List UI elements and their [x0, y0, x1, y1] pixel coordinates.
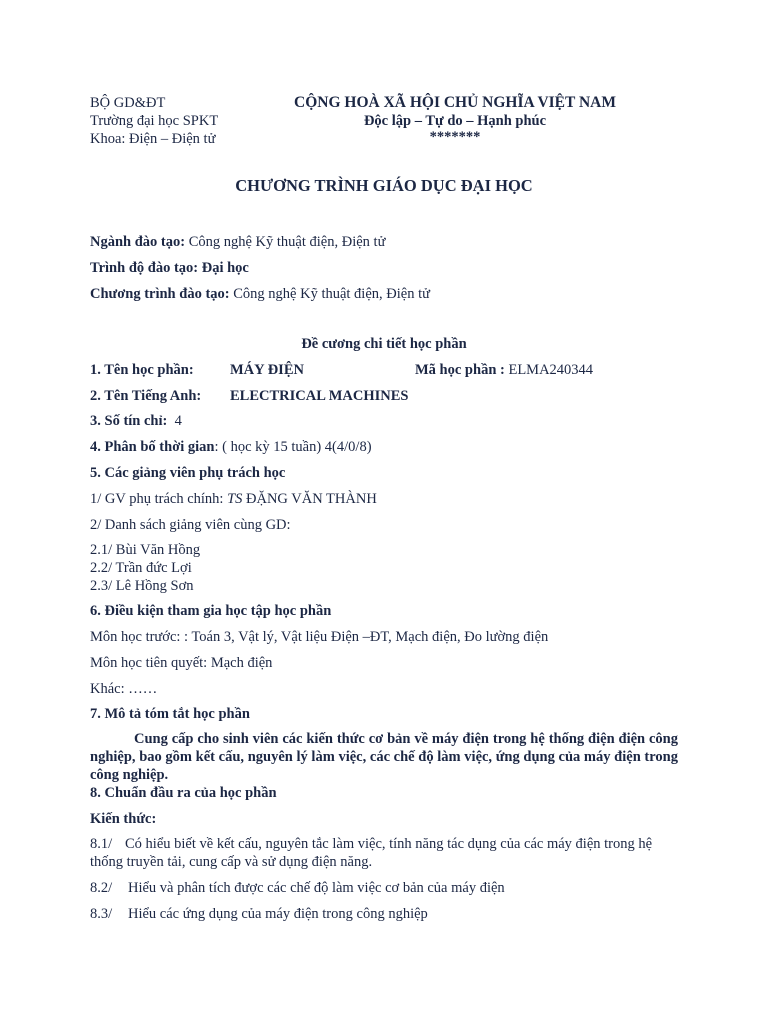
- outcome-number: 8.1/: [90, 836, 113, 852]
- english-name-value: ELECTRICAL MACHINES: [230, 388, 409, 404]
- credits-label: 3. Số tín chỉ:: [90, 413, 168, 429]
- time-allocation-line: [90, 438, 372, 456]
- knowledge-heading: Kiến thức:: [90, 811, 157, 827]
- document-title: CHƯƠNG TRÌNH GIÁO DỤC ĐẠI HỌC: [235, 176, 533, 195]
- main-lecturer-prefix: 1/ GV phụ trách chính:: [90, 491, 228, 507]
- credits-value: 4: [174, 413, 182, 429]
- curriculum-line: [90, 285, 430, 303]
- outcome-text-continued: thống truyền tải, cung cấp và sử dụng điện năng.: [90, 854, 373, 870]
- outcomes-heading: 8. Chuẩn đầu ra của học phần: [90, 785, 277, 801]
- summary-heading: 7. Mô tả tóm tắt học phần: [90, 706, 250, 722]
- level-line: Trình độ đào tạo: Đại học: [90, 260, 249, 276]
- curriculum-value: Công nghệ Kỹ thuật điện, Điện tử: [229, 286, 430, 302]
- course-code-value: ELMA240344: [504, 362, 594, 378]
- outcome-text: Hiểu các ứng dụng của máy điện trong công nghiệp: [128, 906, 428, 922]
- time-allocation-value: : ( học kỳ 15 tuần) 4(4/0/8): [214, 439, 372, 455]
- ministry-name: BỘ GD&ĐT: [90, 95, 166, 111]
- lecturer-list-item: 2.2/ Trần đức Lợi: [90, 560, 192, 576]
- header-stars: *******: [429, 129, 481, 145]
- course-code-line: [415, 361, 593, 379]
- outcome-text: Có hiểu biết về kết cấu, nguyên tắc làm việc, tính năng tác dụng của các máy điện trong hệ: [125, 836, 653, 852]
- english-name-label: 2. Tên Tiếng Anh:: [90, 388, 202, 404]
- curriculum-label: Chương trình đào tạo:: [90, 286, 230, 302]
- major-value: Công nghệ Kỹ thuật điện, Điện tử: [185, 234, 386, 250]
- syllabus-heading: Đề cương chi tiết học phần: [301, 336, 467, 352]
- main-lecturer-title: TS: [227, 491, 243, 507]
- outcome-text: Hiểu và phân tích được các chế độ làm việc cơ bản của máy điện: [128, 880, 505, 896]
- prerequisite-course: Môn học tiên quyết: Mạch điện: [90, 655, 273, 671]
- major-line: [90, 233, 385, 251]
- nation-motto: Độc lập – Tự do – Hạnh phúc: [363, 113, 547, 129]
- outcome-number: 8.2/: [90, 880, 113, 896]
- prerequisites-heading: 6. Điều kiện tham gia học tập học phần: [90, 603, 332, 619]
- summary-paragraph: Cung cấp cho sinh viên các kiến thức cơ bản về máy điện trong hệ thống điện điện công nghiệp, bao gồm kết cấu, nguyên lý làm việc, các chế độ làm việc, ứng dụng của máy điện trong công nghiệp.: [90, 731, 678, 783]
- previous-courses: Môn học trước: : Toán 3, Vật lý, Vật liệu Điện –ĐT, Mạch điện, Đo lường điện: [90, 629, 549, 645]
- other-conditions: Khác: ……: [90, 681, 158, 697]
- major-label: Ngành đào tạo:: [90, 234, 186, 250]
- time-allocation-label: 4. Phân bố thời gian: [90, 439, 215, 455]
- credits-line: [90, 412, 182, 430]
- lecturer-list-item: 2.1/ Bùi Văn Hồng: [90, 542, 201, 558]
- lecturer-list-item: 2.3/ Lê Hồng Sơn: [90, 578, 194, 594]
- course-code-label: Mã học phần :: [415, 362, 505, 378]
- course-name-value: MÁY ĐIỆN: [230, 362, 304, 378]
- outcome-number: 8.3/: [90, 906, 113, 922]
- main-lecturer-line: [90, 490, 377, 508]
- lecturers-heading: 5. Các giảng viên phụ trách học: [90, 465, 286, 481]
- faculty-name: Khoa: Điện – Điện tử: [90, 131, 216, 147]
- main-lecturer-name: ĐẶNG VĂN THÀNH: [242, 491, 377, 507]
- course-name-label: 1. Tên học phần:: [90, 362, 194, 378]
- lecturer-list-label: 2/ Danh sách giảng viên cùng GD:: [90, 517, 291, 533]
- school-name: Trường đại học SPKT: [90, 113, 219, 129]
- nation-title: CỘNG HOÀ XÃ HỘI CHỦ NGHĨA VIỆT NAM: [294, 94, 616, 111]
